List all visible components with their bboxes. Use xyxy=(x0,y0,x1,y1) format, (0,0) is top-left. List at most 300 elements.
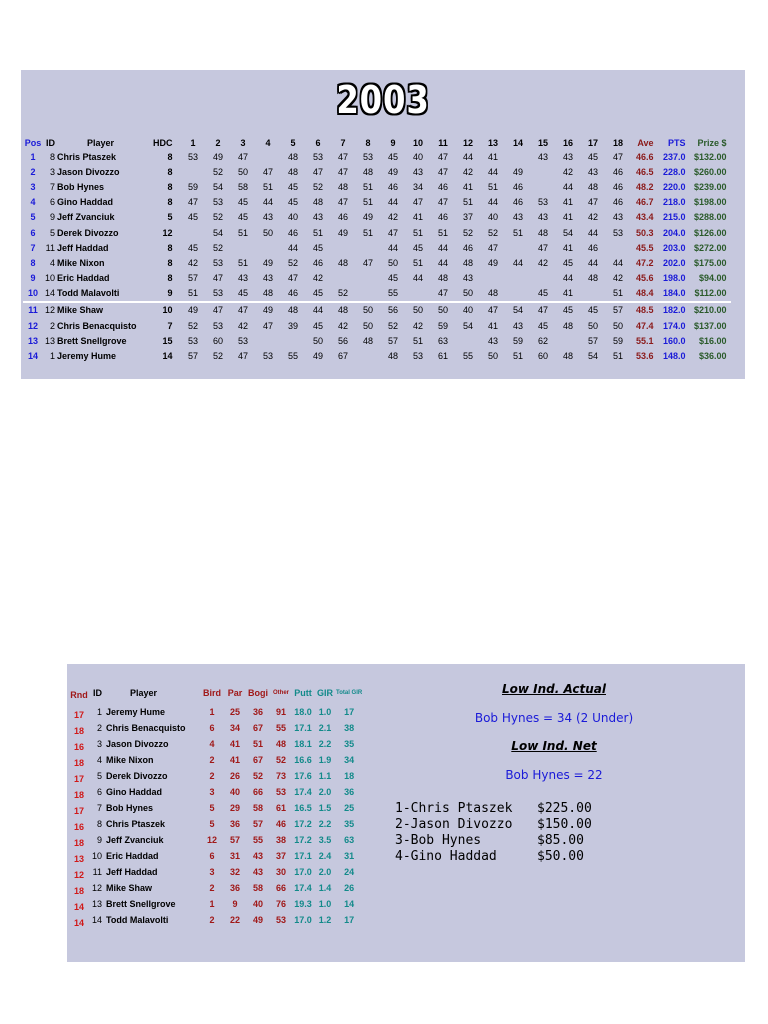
standings-row xyxy=(23,179,731,194)
standings-cell: 8 xyxy=(167,181,173,192)
standings-cell: 42 xyxy=(562,166,573,177)
standings-cell: 55 xyxy=(287,351,298,362)
round-cell: 14 xyxy=(73,902,84,912)
standings-cell: 48 xyxy=(362,335,373,346)
standings-cell: 12 xyxy=(27,320,38,331)
standings-cell: 47 xyxy=(237,351,248,362)
standings-cell xyxy=(506,149,531,164)
standings-cell: 51 xyxy=(612,351,623,362)
standings-header-week-7: 7 xyxy=(340,137,346,148)
round-cell: 3 xyxy=(209,867,215,877)
round-cell: 2 xyxy=(209,755,215,765)
standings-cell: 47 xyxy=(387,227,398,238)
round-cell: 14 xyxy=(73,918,84,928)
standings-cell: 53 xyxy=(612,227,623,238)
standings-cell: 6 xyxy=(30,227,36,238)
round-cell: 41 xyxy=(229,755,240,765)
standings-cell: 46 xyxy=(462,242,473,253)
round-cell: Chris Benacquisto xyxy=(106,723,186,733)
standings-cell: 48 xyxy=(562,320,573,331)
standings-cell: 45 xyxy=(312,288,323,299)
standings-cell: 3 xyxy=(49,166,55,177)
round-cell: 18.1 xyxy=(294,739,312,749)
standings-cell: Jeff Haddad xyxy=(57,242,109,253)
standings-header-week-1: 1 xyxy=(190,137,196,148)
standings-cell: 43 xyxy=(512,212,523,223)
standings-cell: 53 xyxy=(262,351,273,362)
standings-cell: 13 xyxy=(44,335,55,346)
round-cell: 57 xyxy=(229,835,240,845)
round-row xyxy=(67,818,362,834)
round-cell: 58 xyxy=(252,883,263,893)
standings-cell: 42 xyxy=(337,320,348,331)
standings-cell: 47 xyxy=(587,197,598,208)
round-cell: 35 xyxy=(344,739,355,749)
round-cell: 17.2 xyxy=(294,819,312,829)
standings-cell: 53 xyxy=(537,197,548,208)
standings-cell: 53 xyxy=(212,288,223,299)
round-cell: 18 xyxy=(344,771,355,781)
standings-cell: 40 xyxy=(456,302,481,318)
round-cell: 1 xyxy=(96,707,102,717)
standings-cell: 174.0 xyxy=(662,320,686,331)
standings-cell: 52 xyxy=(187,320,198,331)
standings-cell: 42 xyxy=(412,320,423,331)
standings-cell: 58 xyxy=(237,181,248,192)
round-cell: 36 xyxy=(252,707,263,717)
standings-cell: 1 xyxy=(30,151,36,162)
round-cell: 67 xyxy=(252,755,263,765)
standings-cell xyxy=(356,286,381,302)
standings-cell: 54 xyxy=(212,181,223,192)
standings-cell: 60 xyxy=(537,351,548,362)
round-cell: Bob Hynes xyxy=(106,803,154,813)
standings-cell: 46 xyxy=(437,181,448,192)
round-header-bird: Bird xyxy=(203,688,221,698)
round-row xyxy=(67,914,362,930)
standings-cell: 47 xyxy=(481,302,506,318)
round-cell: 31 xyxy=(229,851,240,861)
round-cell: 40 xyxy=(229,787,240,797)
standings-cell: $112.00 xyxy=(694,288,727,299)
winner-place: 4-Gino Haddad xyxy=(395,849,497,864)
standings-cell: 52 xyxy=(462,227,473,238)
standings-cell: 44 xyxy=(512,257,523,268)
standings-cell: 47 xyxy=(312,166,323,177)
standings-cell: 51 xyxy=(512,227,523,238)
standings-cell: 228.0 xyxy=(662,166,686,177)
round-row xyxy=(67,706,362,722)
round-cell: Gino Haddad xyxy=(106,787,162,797)
standings-row xyxy=(23,286,731,302)
standings-cell: 45 xyxy=(537,288,548,299)
standings-cell: 47 xyxy=(212,273,223,284)
standings-cell: 4 xyxy=(49,257,55,268)
round-cell: 3 xyxy=(209,787,215,797)
round-cell: 2 xyxy=(209,883,215,893)
standings-cell: 40 xyxy=(487,212,498,223)
standings-header-week-5: 5 xyxy=(290,137,296,148)
standings-header-week-17: 17 xyxy=(587,137,598,148)
standings-cell: 45 xyxy=(187,212,198,223)
standings-cell: 51 xyxy=(412,257,423,268)
low-actual-title: Low Ind. Actual xyxy=(501,682,606,696)
standings-cell: Chris Benacquisto xyxy=(57,320,137,331)
standings-cell xyxy=(281,333,306,348)
round-cell: 9 xyxy=(232,899,238,909)
round-cell: 1.9 xyxy=(318,755,332,765)
round-cell: 58 xyxy=(252,803,263,813)
round-cell: 11 xyxy=(92,867,102,877)
standings-cell: 50 xyxy=(487,351,498,362)
round-cell: 14 xyxy=(344,899,355,909)
round-header-id: ID xyxy=(93,688,102,698)
standings-cell: 48 xyxy=(262,288,273,299)
standings-cell: 43 xyxy=(412,166,423,177)
standings-cell: 44 xyxy=(487,166,498,177)
round-cell: 43 xyxy=(252,867,263,877)
standings-cell: 48 xyxy=(487,288,498,299)
standings-cell: 41 xyxy=(462,181,473,192)
standings-cell: 2 xyxy=(49,320,55,331)
round-cell: 4 xyxy=(209,739,215,749)
standings-cell: Jeremy Hume xyxy=(57,351,117,362)
round-cell: 16.6 xyxy=(294,755,312,765)
standings-cell: 48 xyxy=(537,227,548,238)
standings-cell: 44 xyxy=(262,197,273,208)
standings-cell: 48 xyxy=(337,181,348,192)
winner-row xyxy=(395,833,592,849)
standings-cell: 48 xyxy=(587,273,598,284)
standings-cell: 8 xyxy=(167,257,173,268)
round-row xyxy=(67,722,362,738)
standings-cell: 44 xyxy=(487,197,498,208)
standings-cell: 43 xyxy=(462,273,473,284)
round-cell: 5 xyxy=(209,803,215,813)
standings-cell: Todd Malavolti xyxy=(57,288,120,299)
round-row xyxy=(67,898,362,914)
standings-cell: 12 xyxy=(162,227,173,238)
round-cell: 53 xyxy=(275,915,286,925)
standings-cell: 57 xyxy=(587,335,598,346)
standings-cell: 53.6 xyxy=(635,351,654,362)
round-stats-panel xyxy=(67,664,745,962)
standings-cell: 42 xyxy=(612,273,623,284)
round-cell: 2 xyxy=(209,915,215,925)
round-cell: 26 xyxy=(344,883,355,893)
standings-header-week-9: 9 xyxy=(390,137,396,148)
round-cell: 17 xyxy=(73,774,84,784)
standings-cell: $137.00 xyxy=(693,320,727,331)
standings-cell: 41 xyxy=(487,151,498,162)
round-cell: 18.0 xyxy=(294,707,312,717)
standings-cell: 47 xyxy=(206,302,231,318)
standings-cell: 182.0 xyxy=(656,302,688,318)
standings-cell: 45 xyxy=(537,320,548,331)
round-cell: 17.6 xyxy=(294,771,312,781)
standings-cell xyxy=(531,179,556,194)
round-cell: 29 xyxy=(229,803,240,813)
round-cell: 1.4 xyxy=(318,883,332,893)
standings-cell: 47 xyxy=(437,288,448,299)
standings-cell: $210.00 xyxy=(688,302,731,318)
standings-cell: 43 xyxy=(612,212,623,223)
round-cell: 25 xyxy=(229,707,240,717)
standings-cell: 43 xyxy=(262,273,273,284)
round-cell: 18 xyxy=(73,726,84,736)
round-cell: 91 xyxy=(275,707,286,717)
round-row xyxy=(67,738,362,754)
standings-cell: 50 xyxy=(612,320,623,331)
standings-cell: 59 xyxy=(187,181,198,192)
standings-cell: 54 xyxy=(506,302,531,318)
standings-cell: 52 xyxy=(337,288,348,299)
standings-header-player: Player xyxy=(87,137,115,148)
standings-cell: 8 xyxy=(167,151,173,162)
round-row xyxy=(67,770,362,786)
standings-cell: 44 xyxy=(437,257,448,268)
round-cell: 1 xyxy=(209,899,215,909)
standings-cell: 50 xyxy=(431,302,456,318)
round-cell: 19.3 xyxy=(294,899,312,909)
standings-cell: 51 xyxy=(362,197,373,208)
standings-cell: 50 xyxy=(362,320,373,331)
round-cell: Jeremy Hume xyxy=(106,707,166,717)
standings-cell: 51 xyxy=(187,288,198,299)
standings-cell: $198.00 xyxy=(693,197,727,208)
standings-cell: 40 xyxy=(287,212,298,223)
standings-cell: 45 xyxy=(237,288,248,299)
low-net-value: Bob Hynes = 22 xyxy=(505,768,603,782)
standings-cell: 10 xyxy=(153,302,181,318)
round-cell: 61 xyxy=(275,803,286,813)
low-net-title: Low Ind. Net xyxy=(511,739,597,753)
standings-cell: 44 xyxy=(387,197,398,208)
round-cell: 53 xyxy=(275,787,286,797)
standings-cell: 47 xyxy=(437,197,448,208)
standings-cell: 42 xyxy=(312,273,323,284)
standings-cell: 48 xyxy=(362,166,373,177)
round-cell: 2.4 xyxy=(318,851,332,861)
standings-cell: 54 xyxy=(212,227,223,238)
round-cell: 1.1 xyxy=(318,771,332,781)
round-cell: 17.1 xyxy=(294,723,312,733)
standings-cell: $260.00 xyxy=(693,166,727,177)
standings-cell: 60 xyxy=(212,335,223,346)
standings-cell: 63 xyxy=(437,335,448,346)
round-cell: 17.0 xyxy=(294,915,312,925)
winner-amount: $225.00 xyxy=(537,801,592,816)
standings-cell: 45.6 xyxy=(635,273,654,284)
standings-cell: 46 xyxy=(337,212,348,223)
standings-cell: 47 xyxy=(287,273,298,284)
standings-cell: 43 xyxy=(537,212,548,223)
standings-cell: 42 xyxy=(187,257,198,268)
standings-cell: 48 xyxy=(312,197,323,208)
winner-place: 2-Jason Divozzo xyxy=(395,817,513,832)
round-cell: 17 xyxy=(73,710,84,720)
standings-cell: 55 xyxy=(462,351,473,362)
standings-cell: 2 xyxy=(30,166,36,177)
round-cell: Chris Ptaszek xyxy=(106,819,166,829)
round-cell: 55 xyxy=(252,835,263,845)
standings-cell: Mike Shaw xyxy=(57,302,153,318)
round-cell: 16 xyxy=(73,822,84,832)
standings-cell: 47 xyxy=(187,197,198,208)
standings-cell: 45 xyxy=(312,242,323,253)
standings-cell: 44 xyxy=(462,151,473,162)
round-header-bogi: Bogi xyxy=(248,688,268,698)
round-cell: 22 xyxy=(229,915,240,925)
standings-cell xyxy=(506,240,531,255)
standings-cell: 52 xyxy=(212,351,223,362)
standings-cell: 47 xyxy=(531,302,556,318)
round-cell: 55 xyxy=(275,723,286,733)
round-cell: 57 xyxy=(252,819,263,829)
round-cell: 17 xyxy=(344,915,355,925)
standings-cell: 51 xyxy=(412,335,423,346)
standings-cell: 10 xyxy=(27,288,38,299)
round-cell: 2 xyxy=(209,771,215,781)
round-cell: 2.2 xyxy=(318,739,332,749)
round-cell: 41 xyxy=(229,739,240,749)
standings-cell: 45 xyxy=(237,197,248,208)
standings-cell: 42 xyxy=(462,166,473,177)
standings-cell: 7 xyxy=(49,181,55,192)
round-cell: Mike Shaw xyxy=(106,883,153,893)
standings-row xyxy=(23,348,731,363)
winners-list xyxy=(395,801,592,865)
round-cell: 36 xyxy=(344,787,355,797)
standings-row xyxy=(23,271,731,286)
standings-cell: 43 xyxy=(487,335,498,346)
round-cell: 52 xyxy=(252,771,263,781)
standings-cell: 47 xyxy=(337,151,348,162)
round-cell: 49 xyxy=(252,915,263,925)
standings-cell: 53 xyxy=(237,335,248,346)
standings-cell: 215.0 xyxy=(662,212,686,223)
round-cell: 5 xyxy=(209,819,215,829)
standings-cell: 46.5 xyxy=(635,166,654,177)
standings-cell: 48 xyxy=(331,302,356,318)
standings-cell: 52 xyxy=(212,212,223,223)
standings-cell: 43 xyxy=(262,212,273,223)
standings-cell: 53 xyxy=(312,151,323,162)
standings-cell: 204.0 xyxy=(662,227,686,238)
standings-cell: Jason Divozzo xyxy=(57,166,120,177)
winner-row xyxy=(395,817,592,833)
standings-cell xyxy=(256,333,281,348)
standings-cell: 9 xyxy=(167,288,173,299)
standings-cell: 45 xyxy=(187,242,198,253)
round-cell: 1.0 xyxy=(318,899,332,909)
round-stats-table xyxy=(67,680,362,930)
standings-cell: Jeff Zvanciuk xyxy=(57,212,115,223)
standings-cell: 44 xyxy=(612,257,623,268)
standings-cell: 41 xyxy=(487,320,498,331)
standings-row xyxy=(23,210,731,225)
standings-header-week-8: 8 xyxy=(365,137,371,148)
standings-row xyxy=(23,195,731,210)
standings-row xyxy=(23,318,731,333)
round-cell: 10 xyxy=(91,851,102,861)
standings-cell: 45 xyxy=(312,320,323,331)
standings-cell: 57 xyxy=(187,273,198,284)
standings-cell xyxy=(456,333,481,348)
round-cell: 51 xyxy=(252,739,263,749)
standings-cell: 49 xyxy=(312,351,323,362)
standings-cell: 42 xyxy=(587,212,598,223)
standings-cell: 53 xyxy=(362,151,373,162)
round-row xyxy=(67,802,362,818)
round-cell: 12 xyxy=(206,835,217,845)
standings-cell: 44 xyxy=(562,181,573,192)
standings-cell: 54 xyxy=(562,227,573,238)
standings-cell: 46 xyxy=(612,166,623,177)
standings-cell: 50 xyxy=(587,320,598,331)
winner-row xyxy=(395,801,592,817)
standings-cell: 50 xyxy=(387,257,398,268)
standings-cell: 9 xyxy=(49,212,55,223)
standings-cell: 13 xyxy=(27,335,38,346)
standings-cell: 47 xyxy=(437,166,448,177)
round-header-par: Par xyxy=(227,688,243,698)
standings-cell: 48 xyxy=(437,273,448,284)
standings-cell: 49 xyxy=(362,212,373,223)
standings-cell: 54 xyxy=(587,351,598,362)
round-cell: 8 xyxy=(96,819,102,829)
round-cell: 31 xyxy=(344,851,355,861)
standings-cell: 47 xyxy=(487,242,498,253)
standings-cell: 50 xyxy=(406,302,431,318)
standings-cell: 50 xyxy=(262,227,273,238)
standings-cell: 11 xyxy=(45,242,55,253)
standings-header-week-6: 6 xyxy=(315,137,321,148)
standings-cell: 52 xyxy=(387,320,398,331)
standings-cell: 43 xyxy=(312,212,323,223)
standings-cell: 202.0 xyxy=(662,257,686,268)
round-cell: 6 xyxy=(209,723,215,733)
standings-cell: 237.0 xyxy=(662,151,686,162)
standings-cell: 47.2 xyxy=(635,257,654,268)
round-cell: 73 xyxy=(275,771,286,781)
standings-cell: 51 xyxy=(512,351,523,362)
round-cell: 18 xyxy=(73,838,84,848)
standings-cell: 47 xyxy=(337,197,348,208)
round-cell: 1.0 xyxy=(318,707,332,717)
standings-cell: 43 xyxy=(587,166,598,177)
standings-cell: 8 xyxy=(30,257,36,268)
standings-cell: 53 xyxy=(187,335,198,346)
round-header-gir: GIR xyxy=(316,688,333,698)
standings-cell: 4 xyxy=(30,197,36,208)
standings-cell: 41 xyxy=(562,197,573,208)
round-cell: 1 xyxy=(209,707,215,717)
standings-cell: 51 xyxy=(487,181,498,192)
standings-header-week-18: 18 xyxy=(612,137,623,148)
round-cell: 2.0 xyxy=(318,867,332,877)
standings-cell: 42 xyxy=(387,212,398,223)
standings-cell: 8 xyxy=(167,242,173,253)
standings-cell: 198.0 xyxy=(662,273,686,284)
standings-cell: 53 xyxy=(212,320,223,331)
round-cell: 17.4 xyxy=(294,883,312,893)
standings-cell: 12 xyxy=(43,302,57,318)
standings-cell xyxy=(331,271,356,286)
round-cell: 67 xyxy=(252,723,263,733)
standings-cell: 59 xyxy=(437,320,448,331)
standings-header-ave: Ave xyxy=(637,137,654,148)
